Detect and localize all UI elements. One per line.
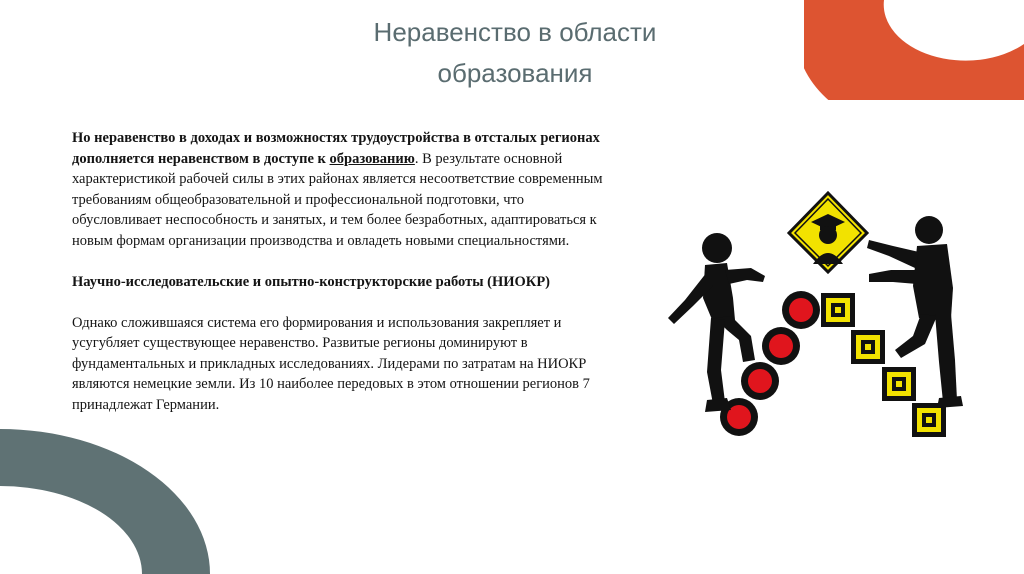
slide-title	[300, 12, 730, 94]
red-steps	[720, 291, 820, 436]
paragraph-inequality	[72, 128, 612, 251]
education-inequality-illustration	[655, 190, 975, 450]
heading-niokr-text: Научно-исследовательские и опытно-конструкторские работы (НИОКР)	[72, 273, 551, 290]
slate-arc-decoration	[0, 429, 210, 574]
graduate-sign-icon	[789, 193, 867, 272]
paragraph1-regular-text: . В результате основной характеристикой рабочей силы в этих районах является несоответствие современным требованиям общеобразовательной и профессиональной подготовки, что обусловливает неспособность и занятых, и тем более безработных, адаптироваться к новым формам организации производства и овладеть новыми специальностями.	[72, 150, 603, 249]
title-line-1: Неравенство в области	[373, 17, 657, 47]
orange-arc-decoration	[804, 0, 1024, 100]
slide-body	[72, 128, 612, 415]
paragraph-niokr: Однако сложившаяся система его формирования и использования закрепляет и усугубляет существующее неравенство. Развитые регионы доминируют в фундаментальных и прикладных исследованиях. Лидерами по затратам на НИОКР являются немецкие земли. Из 10 наиболее передовых в этом отношении регионов 7 принадлежат Германии.	[72, 314, 590, 413]
paragraph1-underlined-word: образованию	[329, 150, 415, 167]
paragraph1-bold-text: Но неравенство в доходах и возможностях трудоустройства в отсталых регионах дополняется неравенством в доступе к	[72, 130, 600, 167]
heading-niokr	[72, 272, 612, 293]
title-line-2: образования	[437, 58, 593, 88]
